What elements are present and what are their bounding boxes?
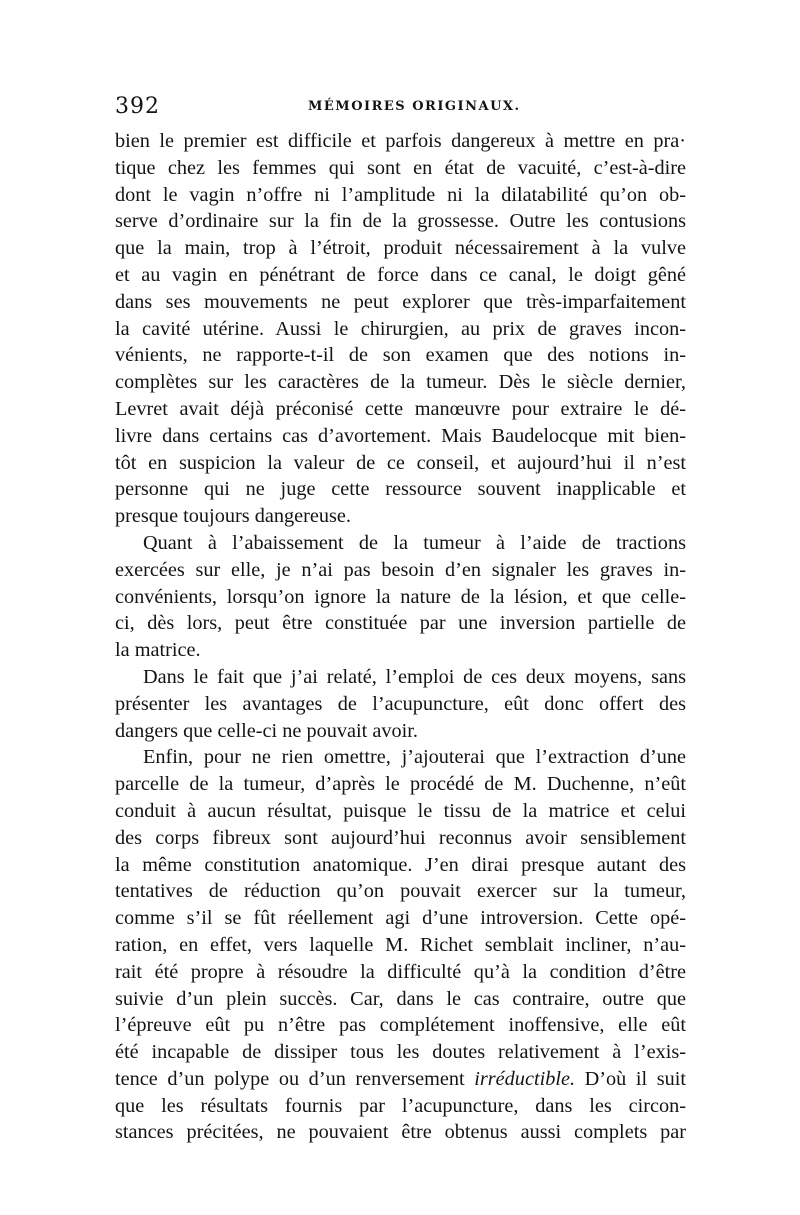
text-line: dangers que celle-ci ne pouvait avoir. — [115, 719, 418, 742]
text-run: tence d’un polype ou d’un renversement — [115, 1067, 475, 1090]
text-line: Enfin, pour ne rien omettre, j’ajouterai que l’extraction d’une — [143, 746, 686, 769]
text-line-with-italic — [115, 1066, 686, 1093]
text-line: personne qui ne juge cette ressource souvent inapplicable et — [115, 478, 686, 501]
text-line: tentatives de réduction qu’on pouvait exercer sur la tumeur, — [115, 880, 686, 903]
text-line: présenter les avantages de l’acupuncture, eût donc offert des — [115, 692, 686, 715]
text-line: ration, en effet, vers laquelle M. Richet semblait incliner, n’au- — [115, 933, 686, 956]
text-run: D’où il suit — [575, 1067, 687, 1090]
text-line: la matrice. — [115, 639, 201, 662]
text-line: suivie d’un plein succès. Car, dans le cas contraire, outre que — [115, 987, 686, 1010]
page-number: 392 — [115, 94, 160, 119]
book-page — [115, 94, 686, 1146]
running-head — [115, 94, 686, 128]
text-line: Levret avait déjà préconisé cette manœuvre pour extraire le dé- — [115, 397, 686, 420]
text-line: serve d’ordinaire sur la fin de la grossesse. Outre les contusions — [115, 210, 686, 233]
italic-word: irréductible. — [474, 1067, 576, 1090]
text-line: dont le vagin n’offre ni l’amplitude ni la dilatabilité qu’on ob- — [115, 183, 686, 206]
text-line: été incapable de dissiper tous les doutes relativement à l’exis- — [115, 1041, 686, 1064]
text-line: presque toujours dangereuse. — [115, 505, 351, 528]
text-line: l’épreuve eût pu n’être pas complétement inoffensive, elle eût — [115, 1014, 686, 1037]
text-line: tôt en suspicion la valeur de ce conseil, et aujourd’hui il n’est — [115, 451, 686, 474]
text-line: comme s’il se fût réellement agi d’une introversion. Cette opé- — [115, 907, 686, 930]
text-line: conduit à aucun résultat, puisque le tissu de la matrice et celui — [115, 799, 686, 822]
text-line: parcelle de la tumeur, d’après le procédé de M. Duchenne, n’eût — [115, 773, 686, 796]
text-line: Quant à l’abaissement de la tumeur à l’aide de tractions — [143, 531, 686, 554]
text-line: que la main, trop à l’étroit, produit nécessairement à la vulve — [115, 237, 686, 260]
text-line: exercées sur elle, je n’ai pas besoin d’en signaler les graves in- — [115, 558, 686, 581]
text-line: la cavité utérine. Aussi le chirurgien, au prix de graves incon- — [115, 317, 686, 340]
text-line: livre dans certains cas d’avortement. Mais Baudelocque mit bien- — [115, 424, 686, 447]
body-text — [115, 128, 686, 1146]
text-line: la même constitution anatomique. J’en dirai presque autant des — [115, 853, 686, 876]
text-line: et au vagin en pénétrant de force dans ce canal, le doigt gêné — [115, 263, 686, 286]
text-line: que les résultats fournis par l’acupuncture, dans les circon- — [115, 1094, 686, 1117]
text-line: complètes sur les caractères de la tumeur. Dès le siècle dernier, — [115, 371, 686, 394]
text-line: des corps fibreux sont aujourd’hui reconnus avoir sensiblement — [115, 826, 686, 849]
text-line: rait été propre à résoudre la difficulté qu’à la condition d’être — [115, 960, 686, 983]
running-title: MÉMOIRES ORIGINAUX. — [308, 99, 521, 114]
text-line: convénients, lorsqu’on ignore la nature de la lésion, et que celle- — [115, 585, 686, 608]
text-line: bien le premier est difficile et parfois dangereux à mettre en pra· — [115, 130, 686, 152]
text-line: tique chez les femmes qui sont en état de vacuité, c’est-à-dire — [115, 156, 686, 179]
text-line: ci, dès lors, peut être constituée par une inversion partielle de — [115, 612, 686, 635]
text-line: vénients, ne rapporte-t-il de son examen que des notions in- — [115, 344, 686, 367]
text-line: stances précitées, ne pouvaient être obtenus aussi complets par — [115, 1121, 686, 1144]
text-line: dans ses mouvements ne peut explorer que très-imparfaitement — [115, 290, 686, 313]
text-line: Dans le fait que j’ai relaté, l’emploi de ces deux moyens, sans — [143, 665, 686, 688]
